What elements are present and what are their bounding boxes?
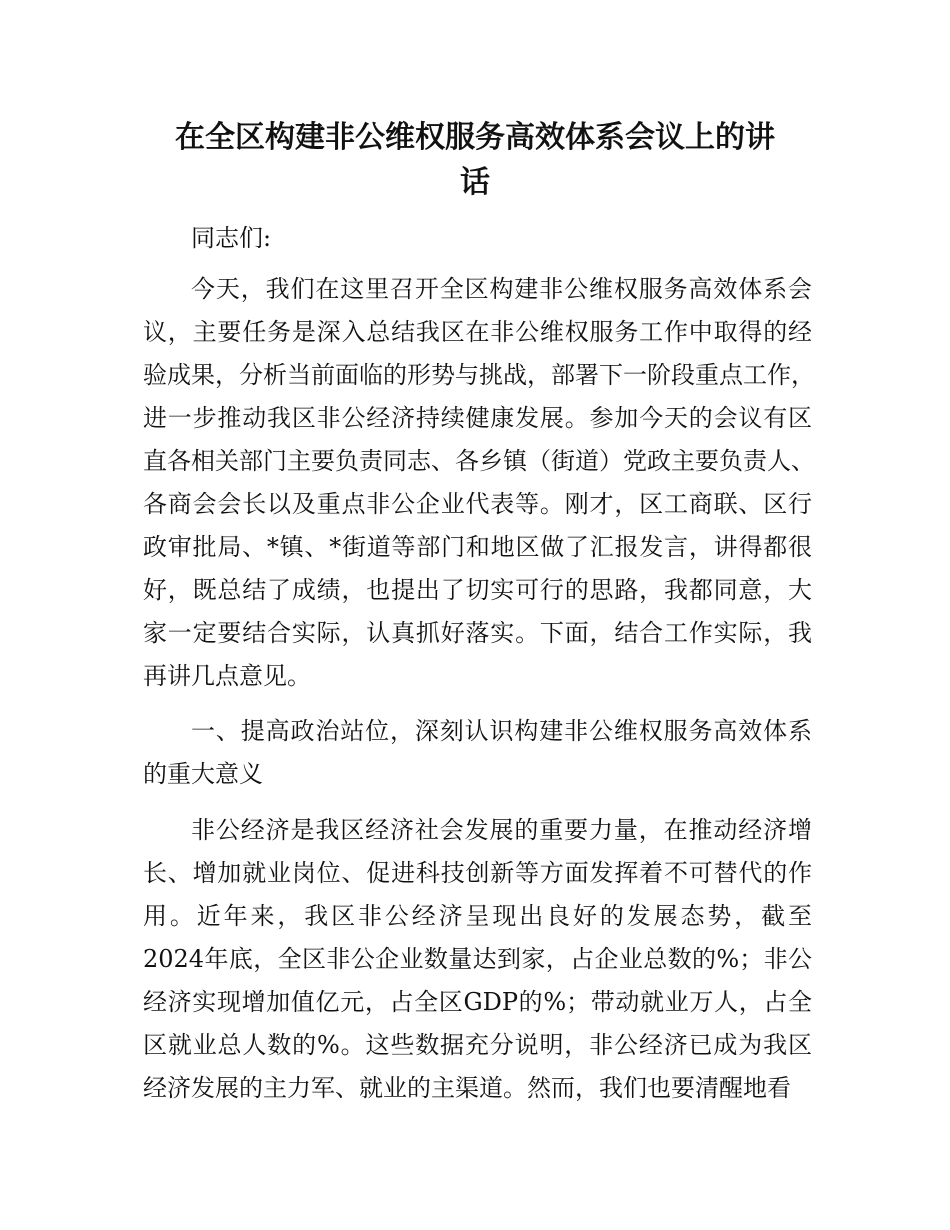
text-line: 进一步推动我区非公经济持续健康发展。参加今天的会议有区 [143,404,812,432]
text-line: 用。近年来，我区非公经济呈现出良好的发展态势，截至 [143,902,812,930]
text-line: 非公经济是我区经济社会发展的重要力量，在推动经济增 [191,816,812,844]
title-line: 话 [460,165,490,200]
text-line: 经济实现增加值亿元，占全区GDP的%；带动就业万人，占全 [143,988,812,1016]
text-line: 区就业总人数的%。这些数据充分说明，非公经济已成为我区 [143,1031,812,1059]
text-line: 直各相关部门主要负责同志、各乡镇（街道）党政主要负责人、 [143,447,815,475]
text-line: 各商会会长以及重点非公企业代表等。刚才，区工商联、区行 [143,490,812,518]
text-line: 的重大意义 [143,760,263,788]
text-line: 家一定要结合实际，认真抓好落实。下面，结合工作实际，我 [143,619,812,647]
text-line: 政审批局、*镇、*街道等部门和地区做了汇报发言，讲得都很 [143,533,812,561]
text-line: 再讲几点意见。 [143,662,311,690]
text-line: 今天，我们在这里召开全区构建非公维权服务高效体系会 [191,275,812,303]
text-line: 2024年底，全区非公企业数量达到家，占企业总数的%；非公 [143,945,812,973]
title-line: 在全区构建非公维权服务高效体系会议上的讲 [175,120,775,155]
text-line: 验成果，分析当前面临的形势与挑战，部署下一阶段重点工作， [143,361,815,389]
text-line: 长、增加就业岗位、促进科技创新等方面发挥着不可替代的作 [143,859,812,887]
text-line: 议，主要任务是深入总结我区在非公维权服务工作中取得的经 [143,318,812,346]
text-line: 好，既总结了成绩，也提出了切实可行的思路，我都同意，大 [143,576,812,604]
text-line: 一、提高政治站位，深刻认识构建非公维权服务高效体系 [191,717,812,745]
text-line: 经济发展的主力军、就业的主渠道。然而，我们也要清醒地看 [143,1074,791,1102]
text-line: 同志们: [191,224,272,252]
document-title [140,115,810,205]
